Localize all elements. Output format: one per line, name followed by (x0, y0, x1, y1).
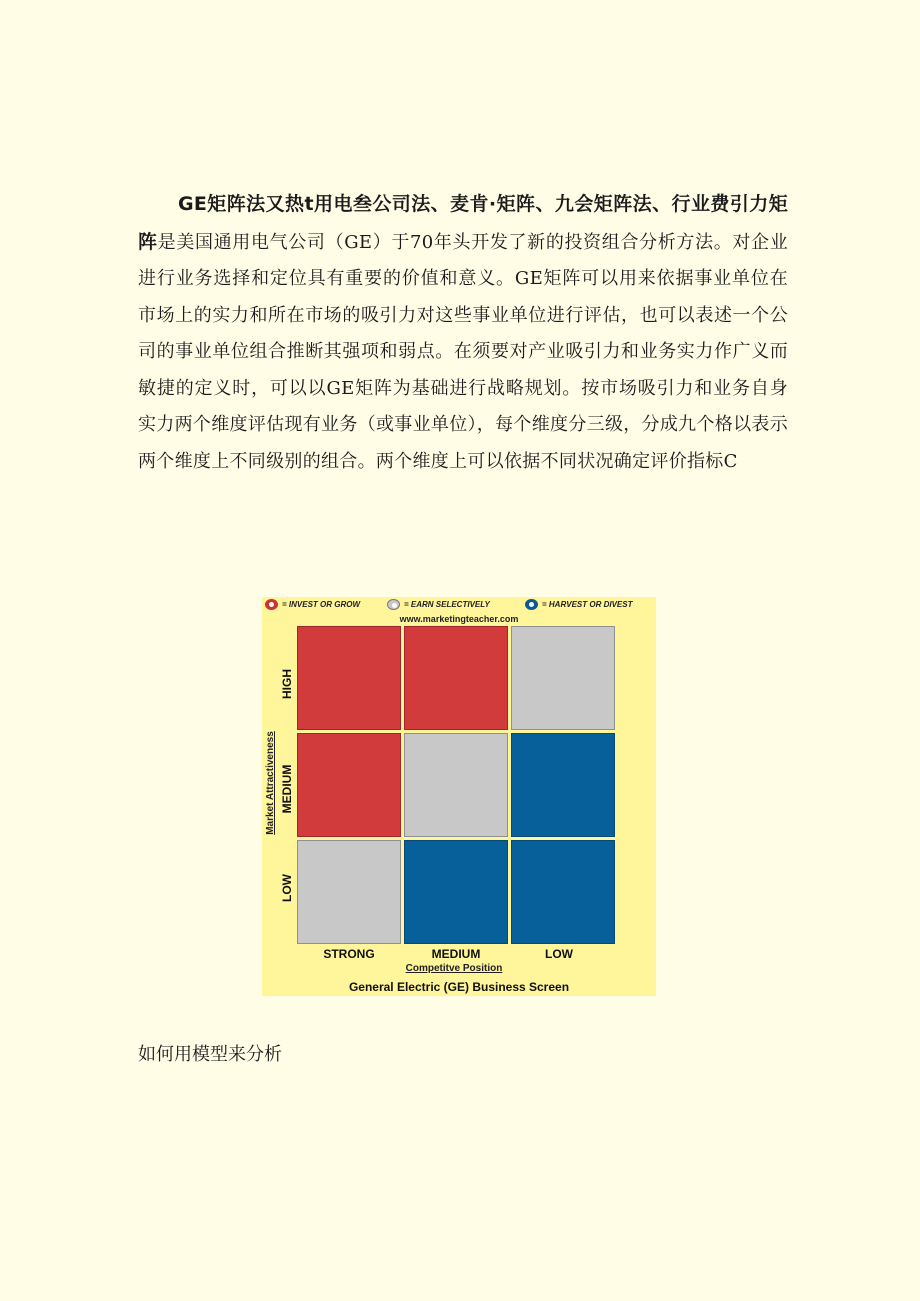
legend-invest-label: = INVEST OR GROW (282, 600, 361, 609)
row-label-medium: MEDIUM (280, 764, 294, 814)
legend-harvest-label: = HARVEST OR DIVEST (542, 600, 633, 609)
cell-high-low (511, 626, 615, 730)
website-label: www.marketingteacher.com (399, 614, 519, 624)
cell-low-strong (297, 840, 401, 944)
figure-title: General Electric (GE) Business Screen (348, 980, 570, 994)
harvest-dot-icon (525, 599, 538, 610)
legend-earn-label: = EARN SELECTIVELY (404, 600, 490, 609)
paragraph-lead: GE矩阵法又热t用电叁公司法、麦肯·矩阵、九会矩阵法、行业费引力矩阵 (138, 193, 788, 253)
col-label-strong: STRONG (323, 947, 375, 961)
ge-matrix-figure (262, 597, 656, 996)
cell-high-strong (297, 626, 401, 730)
paragraph-body: 是美国通用电气公司（GE）于70年头开发了新的投资组合分析方法。对企业进行业务选择和定位具有重要的价值和意义。GE矩阵可以用来依据事业单位在市场上的实力和所在市场的吸引力对这些事业单位进行评估，也可以表述一个公司的事业单位组合推断其强项和弱点。在须要对产业吸引力和业务实力作广义而敏捷的定义时，可以以GE矩阵为基础进行战略规划。按市场吸引力和业务自身实力两个维度评估现有业务（或事业单位），每个维度分三级，分成九个格以表示两个维度上不同级别的组合。两个维度上可以依据不同状况确定评价指标C (138, 231, 789, 472)
row-label-high: HIGH (280, 669, 294, 699)
cell-medium-low (511, 733, 615, 837)
cell-high-medium (404, 626, 508, 730)
x-axis-label: Competitve Position (405, 963, 503, 974)
col-label-medium: MEDIUM (431, 947, 481, 961)
legend (262, 599, 656, 615)
earn-dot-icon (387, 599, 400, 610)
col-label-low: LOW (545, 947, 573, 961)
legend-earn (387, 599, 490, 610)
cell-medium-medium (404, 733, 508, 837)
legend-invest (265, 599, 360, 610)
cell-low-low (511, 840, 615, 944)
y-axis-label: Market Attractiveness (265, 731, 276, 835)
row-label-low: LOW (280, 874, 294, 902)
cell-low-medium (404, 840, 508, 944)
cell-medium-strong (297, 733, 401, 837)
intro-paragraph (138, 186, 788, 480)
invest-dot-icon (265, 599, 278, 610)
section-heading: 如何用模型来分析 (138, 1044, 282, 1065)
legend-harvest (525, 599, 632, 610)
